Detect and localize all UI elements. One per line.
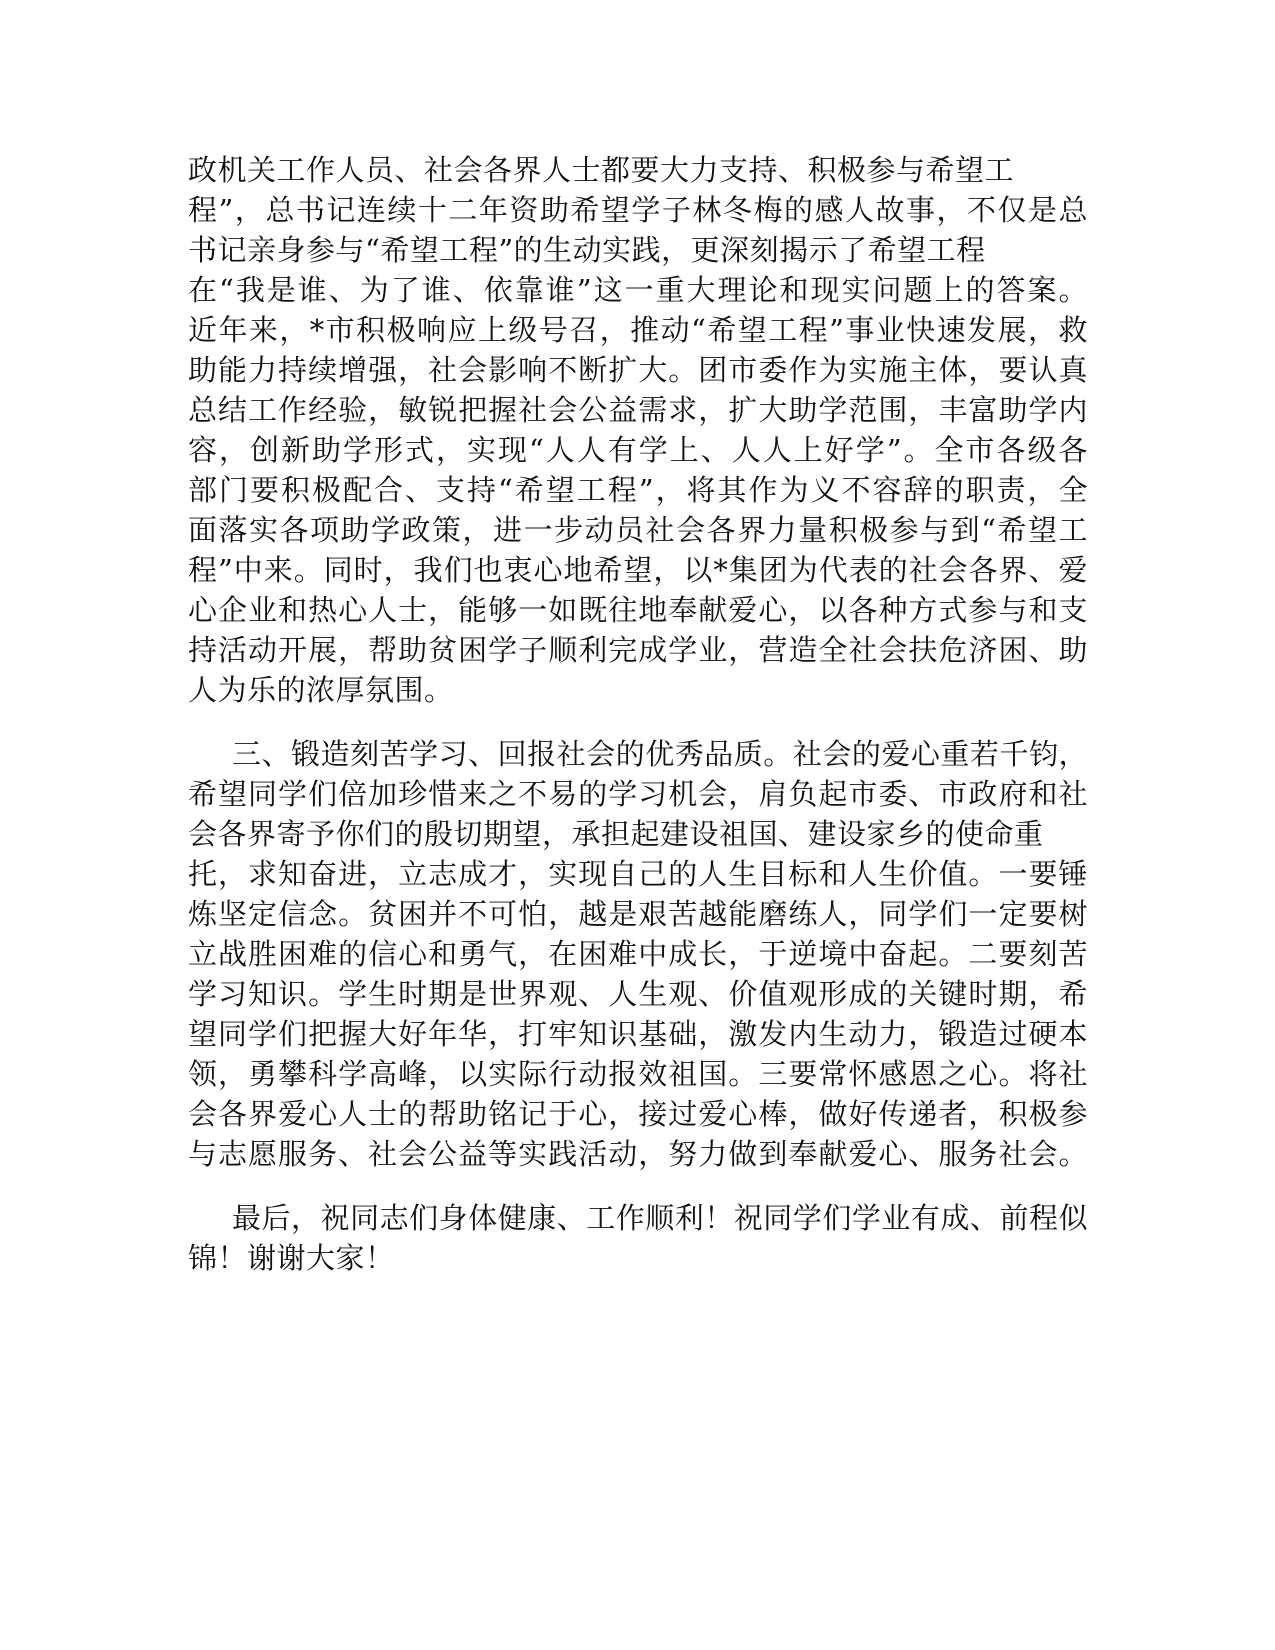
text-line: 与志愿服务、社会公益等实践活动，努力做到奉献爱心、服务社会。 bbox=[188, 1137, 1088, 1171]
document-body bbox=[188, 150, 1088, 1302]
text-line: 心企业和热心人士，能够一如既往地奉献爱心，以各种方式参与和支 bbox=[188, 593, 1088, 627]
text-line: 助能力持续增强，社会影响不断扩大。团市委作为实施主体，要认真 bbox=[188, 353, 1088, 387]
text-line: 锦！谢谢大家！ bbox=[188, 1241, 395, 1275]
text-line: 在“我是谁、为了谁、依靠谁”这一重大理论和现实问题上的答案。 bbox=[188, 273, 1088, 307]
text-line: 程”，总书记连续十二年资助希望学子林冬梅的感人故事，不仅是总 bbox=[188, 193, 1088, 227]
text-line: 人为乐的浓厚氛围。 bbox=[188, 673, 454, 707]
text-line: 望同学们把握大好年华，打牢知识基础，激发内生动力，锻造过硬本 bbox=[188, 1017, 1088, 1051]
text-line: 炼坚定信念。贫困并不可怕，越是艰苦越能磨练人，同学们一定要树 bbox=[188, 897, 1088, 931]
text-line: 近年来，*市积极响应上级号召，推动“希望工程”事业快速发展，救 bbox=[188, 313, 1088, 347]
text-line: 持活动开展，帮助贫困学子顺利完成学业，营造全社会扶危济困、助 bbox=[188, 633, 1088, 667]
text-line: 总结工作经验，敏锐把握社会公益需求，扩大助学范围，丰富助学内 bbox=[188, 393, 1088, 427]
text-line: 程”中来。同时，我们也衷心地希望，以*集团为代表的社会各界、爱 bbox=[188, 553, 1088, 587]
text-line: 会各界爱心人士的帮助铭记于心，接过爱心棒，做好传递者，积极参 bbox=[188, 1097, 1088, 1131]
text-line: 三、锻造刻苦学习、回报社会的优秀品质。社会的爱心重若千钧， bbox=[232, 737, 1088, 771]
paragraph-1 bbox=[188, 150, 1088, 710]
text-line: 政机关工作人员、社会各界人士都要大力支持、积极参与希望工 bbox=[188, 153, 1015, 187]
text-line: 书记亲身参与“希望工程”的生动实践，更深刻揭示了希望工程 bbox=[188, 233, 986, 267]
text-line: 会各界寄予你们的殷切期望，承担起建设祖国、建设家乡的使命重 bbox=[188, 817, 1044, 851]
text-line: 立战胜困难的信心和勇气，在困难中成长，于逆境中奋起。二要刻苦 bbox=[188, 937, 1088, 971]
text-line: 托，求知奋进，立志成才，实现自己的人生目标和人生价值。一要锤 bbox=[188, 857, 1088, 891]
text-line: 部门要积极配合、支持“希望工程”，将其作为义不容辞的职责，全 bbox=[188, 473, 1088, 507]
text-line: 最后，祝同志们身体健康、工作顺利！祝同学们学业有成、前程似 bbox=[232, 1201, 1088, 1235]
paragraph-3 bbox=[188, 1198, 1088, 1278]
text-line: 面落实各项助学政策，进一步动员社会各界力量积极参与到“希望工 bbox=[188, 513, 1088, 547]
text-line: 希望同学们倍加珍惜来之不易的学习机会，肩负起市委、市政府和社 bbox=[188, 777, 1088, 811]
text-line: 领，勇攀科学高峰，以实际行动报效祖国。三要常怀感恩之心。将社 bbox=[188, 1057, 1088, 1091]
text-line: 容，创新助学形式，实现“人人有学上、人人上好学”。全市各级各 bbox=[188, 433, 1088, 467]
paragraph-2 bbox=[188, 734, 1088, 1174]
text-line: 学习知识。学生时期是世界观、人生观、价值观形成的关键时期，希 bbox=[188, 977, 1088, 1011]
